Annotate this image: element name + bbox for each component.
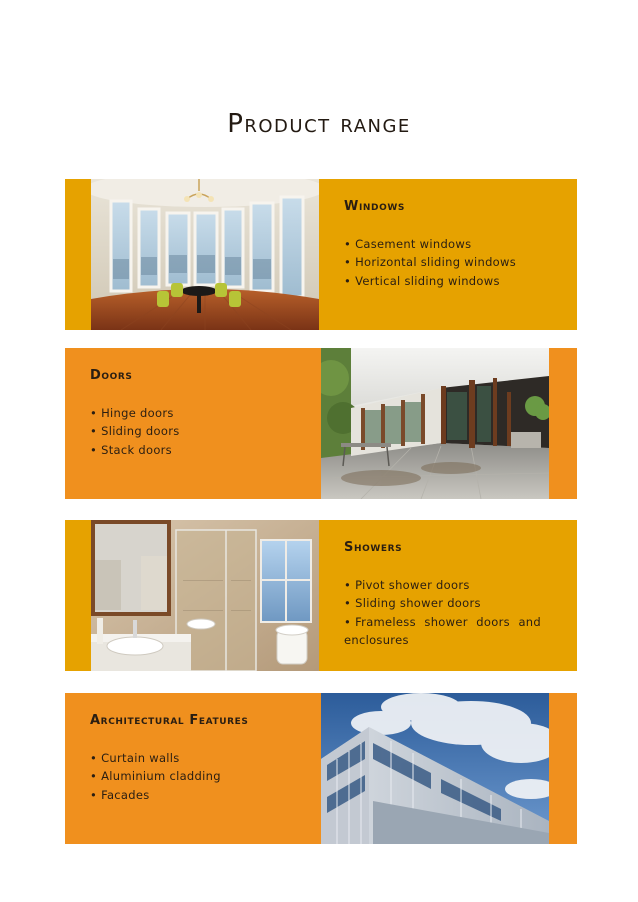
list-item: • Stack doors	[90, 442, 172, 457]
list-item: • Hinge doors	[90, 406, 174, 420]
list-item: • Horizontal sliding windows	[344, 255, 517, 270]
architectural-list	[90, 749, 221, 804]
list-item: • Casement windows	[344, 237, 472, 251]
section-doors	[65, 348, 577, 499]
list-item: • Facades	[90, 787, 150, 802]
list-item: • Vertical sliding windows	[344, 273, 500, 288]
patio-stack-doors-photo	[321, 348, 549, 499]
section-heading: Windows	[344, 199, 405, 214]
list-item: • Aluminium cladding	[90, 769, 221, 784]
section-heading: Doors	[90, 368, 133, 383]
page-title: Product range	[227, 109, 411, 140]
list-item: • Curtain walls	[90, 751, 180, 765]
doors-list	[90, 404, 180, 459]
section-heading: Showers	[344, 540, 403, 555]
list-item: • Sliding doors	[90, 424, 180, 439]
section-architectural-features	[65, 693, 577, 844]
glass-building-facade-photo	[321, 693, 549, 844]
dining-room-bay-windows-photo	[91, 179, 319, 330]
section-windows	[65, 179, 577, 330]
showers-list	[344, 576, 541, 649]
windows-list	[344, 235, 516, 290]
list-item: • Pivot shower doors	[344, 578, 470, 592]
bathroom-shower-photo	[91, 520, 319, 671]
section-heading: Architectural Features	[90, 713, 249, 728]
section-showers	[65, 520, 577, 671]
list-item: • Frameless shower doors and enclosures	[344, 614, 541, 647]
list-item: • Sliding shower doors	[344, 596, 481, 611]
